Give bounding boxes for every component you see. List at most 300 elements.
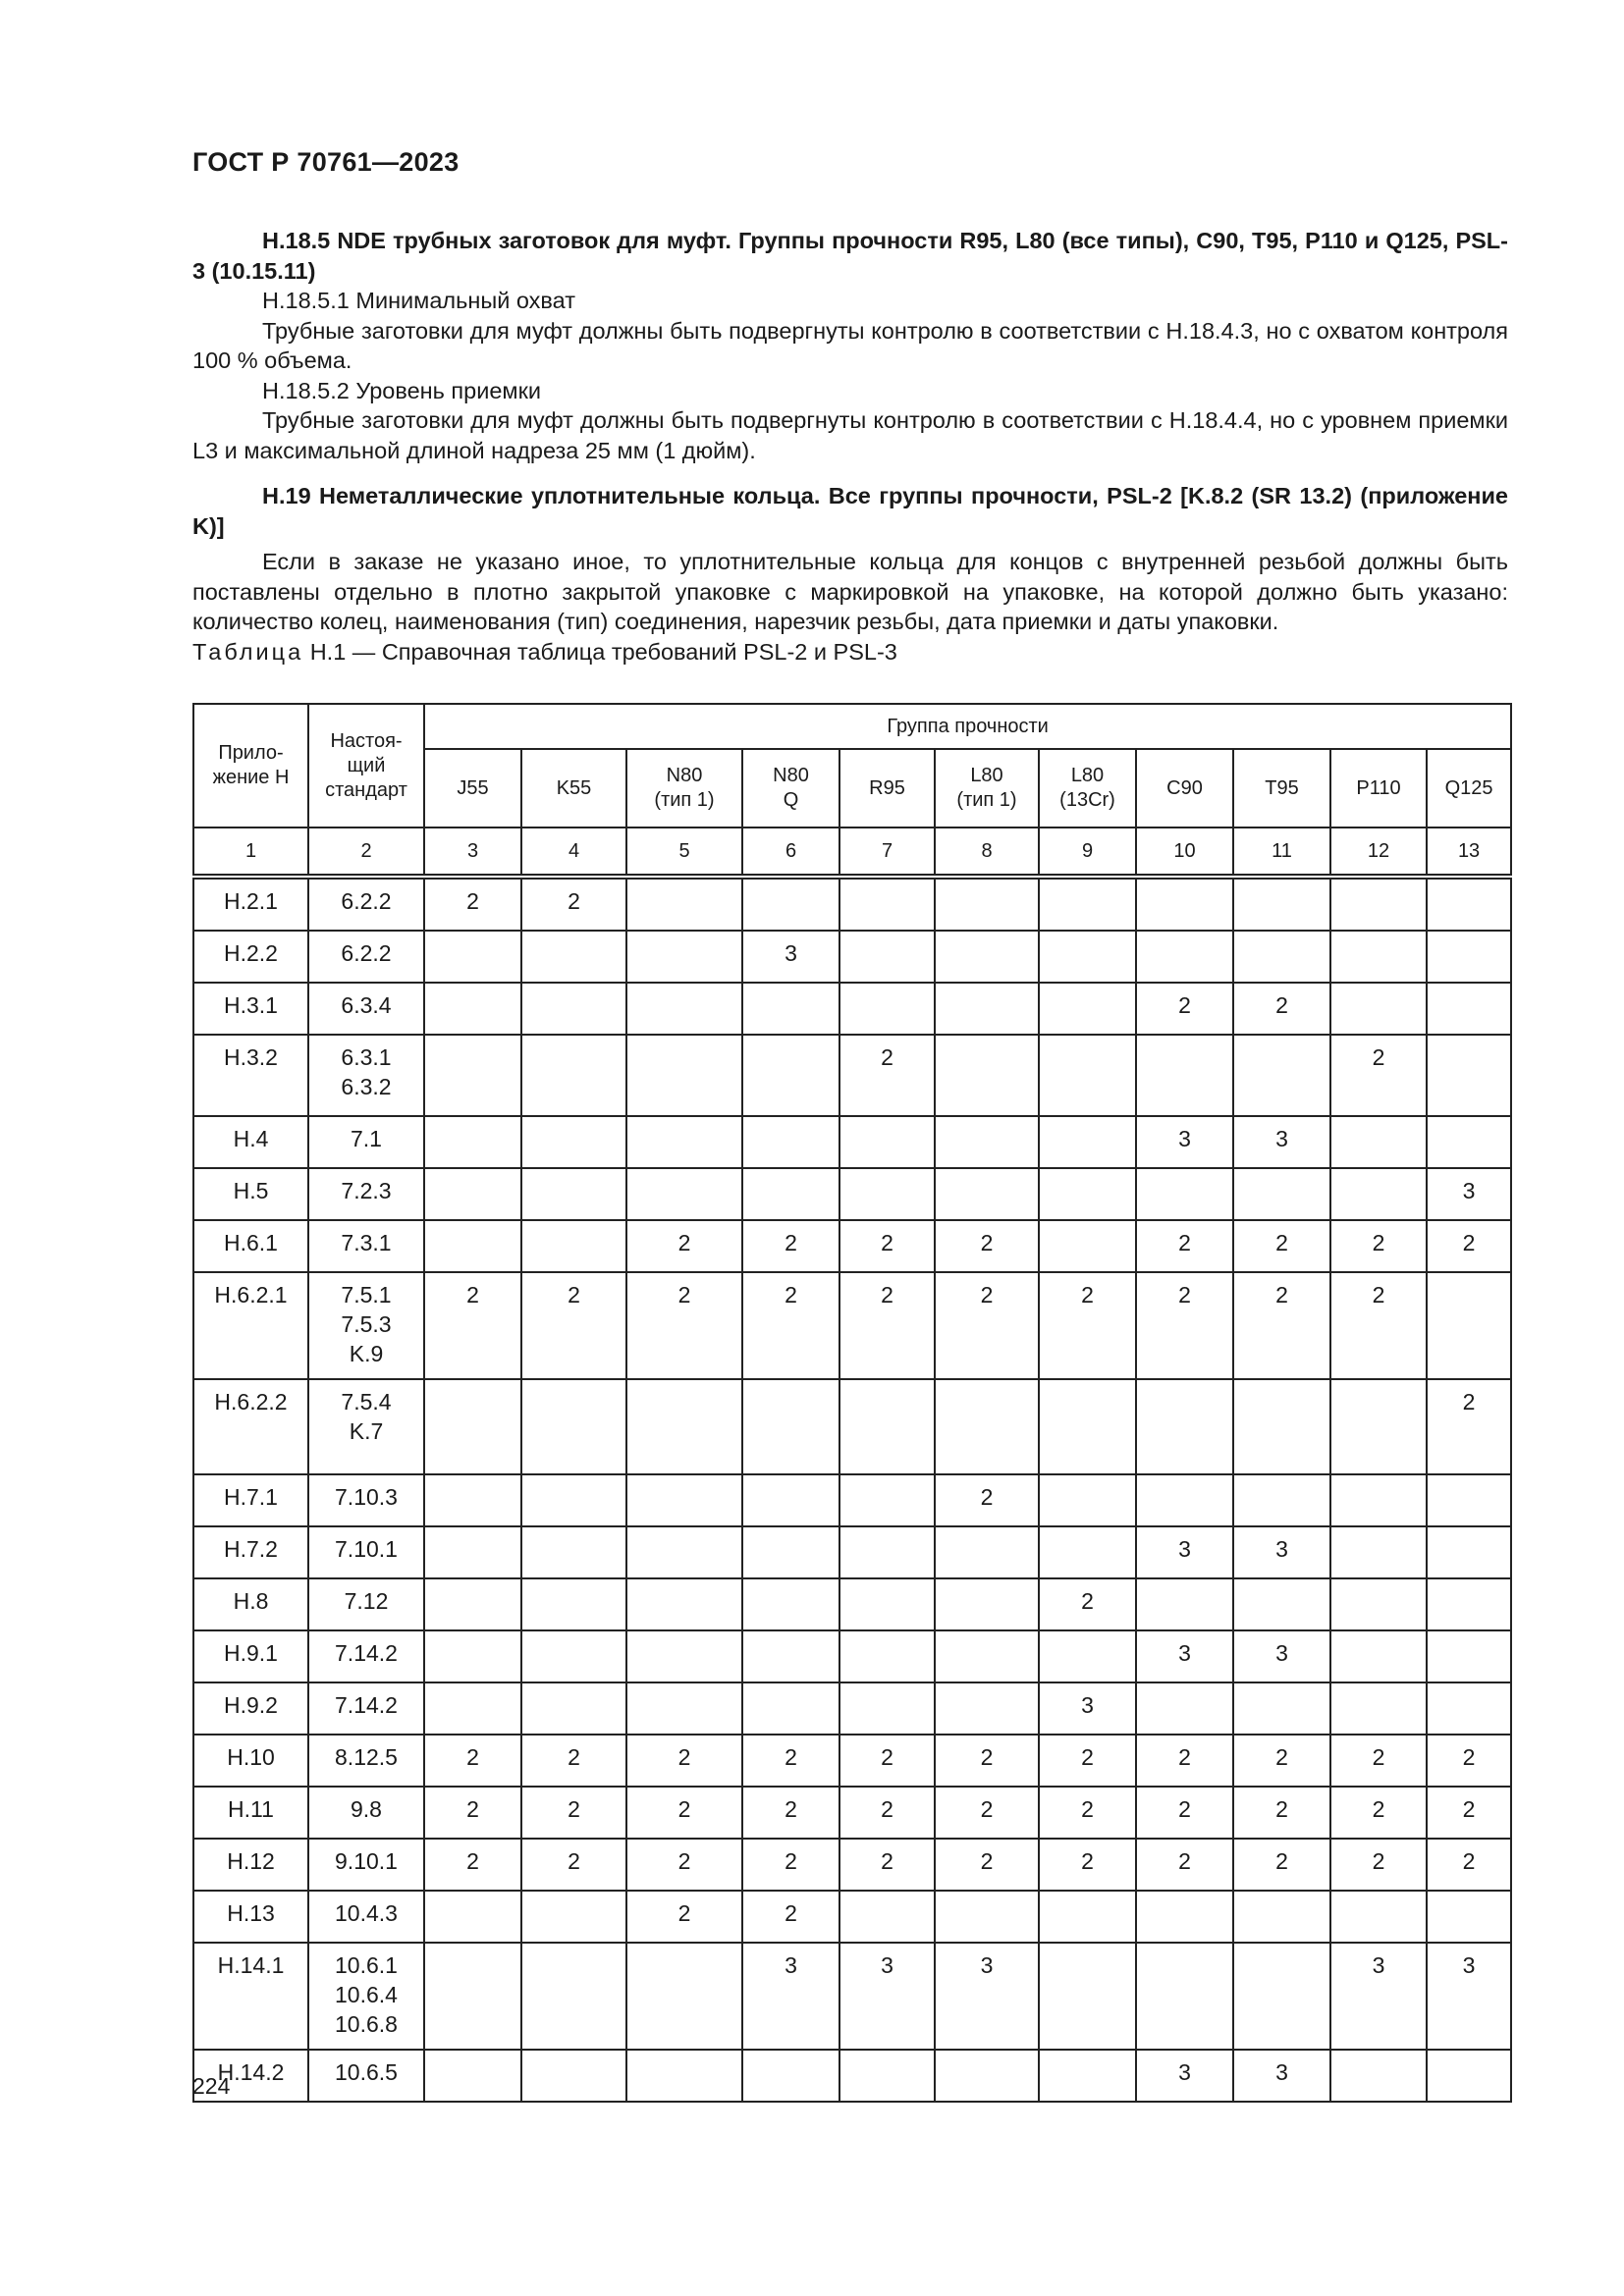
psl-level-cell: 3	[1233, 2050, 1330, 2102]
psl-level-cell	[1233, 877, 1330, 931]
psl-level-cell	[521, 1379, 626, 1474]
psl-level-cell	[1039, 1035, 1136, 1116]
psl-level-cell: 2	[742, 1891, 839, 1943]
standard-clause-cell: 7.10.1	[308, 1526, 424, 1578]
psl-level-cell: 2	[1136, 1272, 1233, 1379]
psl-level-cell: 2	[1233, 1735, 1330, 1787]
table-row	[193, 1578, 1511, 1630]
psl-level-cell	[1233, 1379, 1330, 1474]
psl-level-cell	[424, 1891, 521, 1943]
psl-level-cell	[1039, 1220, 1136, 1272]
psl-level-cell: 2	[626, 1839, 742, 1891]
psl-level-cell	[424, 1116, 521, 1168]
standard-clause-cell: 6.3.4	[308, 983, 424, 1035]
standard-clause-cell: 7.14.2	[308, 1682, 424, 1735]
psl-level-cell	[1427, 1578, 1511, 1630]
psl-level-cell: 3	[1427, 1943, 1511, 2050]
psl-level-cell: 2	[626, 1220, 742, 1272]
page-number: 224	[192, 2073, 231, 2099]
psl-level-cell: 2	[1330, 1787, 1427, 1839]
psl-level-cell: 3	[1233, 1630, 1330, 1682]
column-number: 5	[626, 828, 742, 877]
psl-level-cell	[1427, 1682, 1511, 1735]
psl-level-cell: 2	[935, 1272, 1039, 1379]
psl-level-cell	[1233, 1682, 1330, 1735]
table-row	[193, 1735, 1511, 1787]
psl-level-cell	[839, 1682, 935, 1735]
psl-level-cell: 2	[839, 1787, 935, 1839]
psl-level-cell: 2	[626, 1787, 742, 1839]
annex-clause-cell: H.2.2	[193, 931, 308, 983]
column-number: 6	[742, 828, 839, 877]
psl-level-cell	[1330, 1168, 1427, 1220]
psl-level-cell: 3	[1039, 1682, 1136, 1735]
psl-level-cell	[521, 1168, 626, 1220]
psl-level-cell: 2	[424, 1272, 521, 1379]
standard-clause-cell: 7.2.3	[308, 1168, 424, 1220]
psl-level-cell	[626, 983, 742, 1035]
psl-level-cell	[1427, 983, 1511, 1035]
psl-level-cell: 2	[1039, 1787, 1136, 1839]
column-number: 11	[1233, 828, 1330, 877]
psl-level-cell	[521, 1526, 626, 1578]
psl-level-cell	[839, 1474, 935, 1526]
psl-level-cell	[424, 1682, 521, 1735]
psl-level-cell	[1427, 1891, 1511, 1943]
psl-level-cell	[1233, 1943, 1330, 2050]
table-caption-word: Таблица	[192, 638, 304, 665]
table-row	[193, 1272, 1511, 1379]
psl-level-cell: 2	[1039, 1839, 1136, 1891]
psl-level-cell	[1427, 1116, 1511, 1168]
psl-level-cell: 3	[742, 1943, 839, 2050]
psl-level-cell: 3	[1136, 1526, 1233, 1578]
table-row	[193, 1891, 1511, 1943]
psl-level-cell	[1330, 1578, 1427, 1630]
psl-level-cell: 2	[839, 1220, 935, 1272]
psl-level-cell	[1427, 1526, 1511, 1578]
psl-level-cell	[839, 1116, 935, 1168]
psl-level-cell	[742, 1035, 839, 1116]
column-number: 4	[521, 828, 626, 877]
psl-level-cell	[742, 877, 839, 931]
standard-clause-cell: 7.5.1 7.5.3 K.9	[308, 1272, 424, 1379]
psl-level-cell: 3	[1233, 1116, 1330, 1168]
header-annex: Прило- жение H	[193, 704, 308, 828]
psl-level-cell: 3	[1136, 1116, 1233, 1168]
psl-level-cell: 2	[1427, 1379, 1511, 1474]
header-strength-group: Группа прочности	[424, 704, 1511, 749]
psl-level-cell: 2	[1330, 1839, 1427, 1891]
psl-level-cell	[1330, 877, 1427, 931]
psl-level-cell	[424, 2050, 521, 2102]
annex-clause-cell: H.12	[193, 1839, 308, 1891]
grade-header: T95	[1233, 749, 1330, 828]
column-number: 7	[839, 828, 935, 877]
psl-level-cell: 2	[1330, 1272, 1427, 1379]
psl-level-cell	[424, 931, 521, 983]
psl-level-cell	[742, 983, 839, 1035]
psl-level-cell	[742, 2050, 839, 2102]
psl-level-cell: 2	[1233, 1839, 1330, 1891]
psl-level-cell	[935, 1116, 1039, 1168]
psl-level-cell	[1427, 1272, 1511, 1379]
psl-level-cell	[839, 931, 935, 983]
psl-level-cell	[839, 1630, 935, 1682]
psl-level-cell: 2	[742, 1735, 839, 1787]
psl-level-cell	[626, 2050, 742, 2102]
grade-header: R95	[839, 749, 935, 828]
psl-level-cell	[626, 931, 742, 983]
psl-level-cell	[742, 1578, 839, 1630]
psl-level-cell: 2	[935, 1787, 1039, 1839]
annex-clause-cell: H.5	[193, 1168, 308, 1220]
psl-level-cell	[839, 2050, 935, 2102]
psl-level-cell	[521, 2050, 626, 2102]
psl-level-cell	[626, 1116, 742, 1168]
psl-level-cell	[1136, 1379, 1233, 1474]
psl-level-cell	[424, 1943, 521, 2050]
psl-level-cell: 2	[1136, 1220, 1233, 1272]
standard-clause-cell: 7.5.4 K.7	[308, 1379, 424, 1474]
psl-level-cell	[1330, 1379, 1427, 1474]
psl-level-cell	[1330, 1526, 1427, 1578]
column-number: 8	[935, 828, 1039, 877]
annex-clause-cell: H.6.1	[193, 1220, 308, 1272]
psl-level-cell: 2	[1427, 1220, 1511, 1272]
psl-level-cell	[742, 1526, 839, 1578]
psl-level-cell	[424, 1578, 521, 1630]
table-row	[193, 2050, 1511, 2102]
psl-level-cell	[626, 1578, 742, 1630]
psl-level-cell	[1039, 1943, 1136, 2050]
psl-level-cell	[935, 1526, 1039, 1578]
psl-level-cell: 2	[1136, 1787, 1233, 1839]
psl-level-cell: 2	[1039, 1735, 1136, 1787]
psl-level-cell	[626, 1943, 742, 2050]
psl-level-cell	[521, 1035, 626, 1116]
table-caption-title: H.1 — Справочная таблица требований PSL-2 и PSL-3	[309, 638, 897, 665]
psl-level-cell	[1039, 1379, 1136, 1474]
psl-level-cell: 3	[1136, 2050, 1233, 2102]
table-row	[193, 1787, 1511, 1839]
annex-clause-cell: H.10	[193, 1735, 308, 1787]
table-row	[193, 1943, 1511, 2050]
psl-level-cell	[1136, 1682, 1233, 1735]
psl-level-cell: 2	[839, 1839, 935, 1891]
psl-level-cell	[626, 1526, 742, 1578]
psl-level-cell: 3	[1136, 1630, 1233, 1682]
psl-level-cell: 2	[424, 877, 521, 931]
psl-level-cell	[1233, 1474, 1330, 1526]
psl-level-cell: 2	[1136, 1735, 1233, 1787]
psl-level-cell	[521, 1220, 626, 1272]
table-row	[193, 1839, 1511, 1891]
psl-level-cell: 2	[521, 1272, 626, 1379]
psl-level-cell	[424, 1379, 521, 1474]
psl-level-cell	[742, 1630, 839, 1682]
psl-level-cell	[839, 877, 935, 931]
table-row	[193, 1682, 1511, 1735]
header-standard: Настоя- щий стандарт	[308, 704, 424, 828]
grade-header: Q125	[1427, 749, 1511, 828]
table-row	[193, 983, 1511, 1035]
psl-level-cell	[1136, 877, 1233, 931]
annex-clause-cell: H.14.1	[193, 1943, 308, 2050]
annex-clause-cell: H.9.1	[193, 1630, 308, 1682]
psl-level-cell	[1039, 1474, 1136, 1526]
table-row	[193, 1526, 1511, 1578]
psl-level-cell	[1427, 1474, 1511, 1526]
psl-level-cell: 2	[935, 1220, 1039, 1272]
grade-header: L80 (тип 1)	[935, 749, 1039, 828]
psl-level-cell: 2	[1427, 1839, 1511, 1891]
annex-clause-cell: H.14.2	[193, 2050, 308, 2102]
requirements-table	[192, 703, 1512, 2103]
standard-clause-cell: 7.12	[308, 1578, 424, 1630]
psl-level-cell: 2	[1136, 1839, 1233, 1891]
psl-level-cell: 2	[742, 1220, 839, 1272]
psl-level-cell	[1039, 2050, 1136, 2102]
annex-clause-cell: H.7.2	[193, 1526, 308, 1578]
grade-header: N80 Q	[742, 749, 839, 828]
psl-level-cell	[521, 1630, 626, 1682]
psl-level-cell	[839, 1526, 935, 1578]
psl-level-cell: 3	[1330, 1943, 1427, 2050]
psl-level-cell: 2	[626, 1891, 742, 1943]
body-text	[192, 226, 1508, 667]
table-row	[193, 1220, 1511, 1272]
annex-clause-cell: H.9.2	[193, 1682, 308, 1735]
psl-level-cell: 3	[742, 931, 839, 983]
column-number: 2	[308, 828, 424, 877]
psl-level-cell	[935, 983, 1039, 1035]
table-row	[193, 931, 1511, 983]
annex-clause-cell: H.7.1	[193, 1474, 308, 1526]
column-number: 1	[193, 828, 308, 877]
column-number: 12	[1330, 828, 1427, 877]
section-h19-text: Если в заказе не указано иное, то уплотнительные кольца для концов с внутренней резьбой должны быть поставлены отдельно в плотно закрытой упаковке с маркировкой на упаковке, на которой должно быть указано: количество колец, наименования (тип) соединения, нарезчик резьбы, дата приемки и даты упаковки.	[192, 549, 1508, 634]
column-number: 9	[1039, 828, 1136, 877]
psl-level-cell	[1233, 1891, 1330, 1943]
psl-level-cell: 2	[935, 1839, 1039, 1891]
psl-level-cell	[1136, 1168, 1233, 1220]
psl-level-cell	[935, 1035, 1039, 1116]
psl-level-cell	[424, 1474, 521, 1526]
psl-level-cell: 2	[839, 1272, 935, 1379]
psl-level-cell: 2	[626, 1272, 742, 1379]
psl-level-cell	[839, 1891, 935, 1943]
psl-level-cell: 2	[1330, 1735, 1427, 1787]
psl-level-cell	[1330, 2050, 1427, 2102]
psl-level-cell: 2	[626, 1735, 742, 1787]
psl-level-cell	[1330, 1116, 1427, 1168]
psl-level-cell	[626, 1168, 742, 1220]
psl-level-cell	[1136, 1943, 1233, 2050]
psl-level-cell: 2	[1233, 1787, 1330, 1839]
psl-level-cell	[742, 1379, 839, 1474]
column-number: 3	[424, 828, 521, 877]
grade-header: C90	[1136, 749, 1233, 828]
column-number: 10	[1136, 828, 1233, 877]
psl-level-cell	[839, 983, 935, 1035]
table-row	[193, 877, 1511, 931]
psl-level-cell	[1039, 1116, 1136, 1168]
document-id-header: ГОСТ Р 70761—2023	[192, 147, 460, 177]
psl-level-cell	[1039, 1526, 1136, 1578]
psl-level-cell	[1039, 1168, 1136, 1220]
psl-level-cell	[935, 1891, 1039, 1943]
standard-clause-cell: 10.4.3	[308, 1891, 424, 1943]
psl-level-cell: 2	[935, 1735, 1039, 1787]
psl-level-cell: 2	[742, 1272, 839, 1379]
psl-level-cell: 2	[1330, 1220, 1427, 1272]
table-row	[193, 1379, 1511, 1474]
section-h18-5-2-title: H.18.5.2 Уровень приемки	[262, 377, 541, 403]
psl-level-cell: 2	[424, 1735, 521, 1787]
psl-level-cell	[1039, 983, 1136, 1035]
grade-header: P110	[1330, 749, 1427, 828]
table-row	[193, 1168, 1511, 1220]
psl-level-cell	[424, 1220, 521, 1272]
section-h18-5-1-title: H.18.5.1 Минимальный охват	[262, 288, 575, 313]
psl-level-cell	[935, 1379, 1039, 1474]
psl-level-cell	[935, 1630, 1039, 1682]
psl-level-cell: 3	[1233, 1526, 1330, 1578]
psl-level-cell	[1039, 1891, 1136, 1943]
psl-level-cell	[1427, 1035, 1511, 1116]
psl-level-cell	[1233, 1168, 1330, 1220]
table-caption	[192, 637, 1508, 667]
psl-level-cell	[935, 931, 1039, 983]
psl-level-cell	[1039, 931, 1136, 983]
psl-level-cell: 2	[1427, 1787, 1511, 1839]
standard-clause-cell: 6.3.1 6.3.2	[308, 1035, 424, 1116]
psl-level-cell: 2	[1427, 1735, 1511, 1787]
psl-level-cell: 2	[1233, 1272, 1330, 1379]
column-number: 13	[1427, 828, 1511, 877]
psl-level-cell	[521, 1682, 626, 1735]
psl-level-cell: 2	[1039, 1578, 1136, 1630]
psl-level-cell: 2	[742, 1839, 839, 1891]
section-h18-5-title: H.18.5 NDE трубных заготовок для муфт. Группы прочности R95, L80 (все типы), C90, T95, P110 и Q125, PSL-3 (10.15.11)	[192, 228, 1508, 284]
psl-level-cell	[742, 1116, 839, 1168]
psl-level-cell: 2	[839, 1035, 935, 1116]
psl-level-cell	[626, 1682, 742, 1735]
psl-level-cell: 3	[1427, 1168, 1511, 1220]
standard-clause-cell: 7.1	[308, 1116, 424, 1168]
psl-level-cell: 2	[742, 1787, 839, 1839]
psl-level-cell	[935, 1578, 1039, 1630]
table-row	[193, 1630, 1511, 1682]
psl-level-cell	[626, 1035, 742, 1116]
standard-clause-cell: 6.2.2	[308, 931, 424, 983]
table-row	[193, 1474, 1511, 1526]
psl-level-cell	[521, 983, 626, 1035]
section-h19-title: H.19 Неметаллические уплотнительные кольца. Все группы прочности, PSL-2 [K.8.2 (SR 13.2) (приложение K)]	[192, 483, 1508, 539]
psl-level-cell: 2	[521, 1839, 626, 1891]
table-body	[193, 877, 1511, 2102]
psl-level-cell	[424, 1526, 521, 1578]
psl-level-cell	[1136, 931, 1233, 983]
standard-clause-cell: 9.8	[308, 1787, 424, 1839]
standard-clause-cell: 6.2.2	[308, 877, 424, 931]
psl-level-cell	[935, 2050, 1039, 2102]
standard-clause-cell: 10.6.1 10.6.4 10.6.8	[308, 1943, 424, 2050]
annex-clause-cell: H.2.1	[193, 877, 308, 931]
psl-level-cell	[521, 1891, 626, 1943]
grade-header: N80 (тип 1)	[626, 749, 742, 828]
annex-clause-cell: H.3.2	[193, 1035, 308, 1116]
annex-clause-cell: H.13	[193, 1891, 308, 1943]
annex-clause-cell: H.6.2.1	[193, 1272, 308, 1379]
psl-level-cell	[1233, 931, 1330, 983]
table-row	[193, 1035, 1511, 1116]
psl-level-cell	[1136, 1578, 1233, 1630]
psl-level-cell: 2	[1330, 1035, 1427, 1116]
psl-level-cell	[1136, 1891, 1233, 1943]
psl-level-cell	[1233, 1035, 1330, 1116]
psl-level-cell	[1039, 1630, 1136, 1682]
annex-clause-cell: H.3.1	[193, 983, 308, 1035]
annex-clause-cell: H.4	[193, 1116, 308, 1168]
standard-clause-cell: 10.6.5	[308, 2050, 424, 2102]
psl-level-cell	[1136, 1474, 1233, 1526]
psl-level-cell	[1330, 1474, 1427, 1526]
psl-level-cell	[935, 877, 1039, 931]
psl-level-cell	[521, 1474, 626, 1526]
psl-level-cell: 2	[935, 1474, 1039, 1526]
psl-level-cell	[1039, 877, 1136, 931]
psl-level-cell	[521, 1943, 626, 2050]
psl-level-cell: 2	[424, 1839, 521, 1891]
psl-level-cell	[424, 983, 521, 1035]
grade-header: J55	[424, 749, 521, 828]
annex-clause-cell: H.11	[193, 1787, 308, 1839]
psl-level-cell	[1427, 931, 1511, 983]
psl-level-cell: 2	[521, 1735, 626, 1787]
grade-header: K55	[521, 749, 626, 828]
psl-level-cell	[626, 1379, 742, 1474]
psl-level-cell: 2	[1233, 983, 1330, 1035]
standard-clause-cell: 7.14.2	[308, 1630, 424, 1682]
psl-level-cell	[935, 1168, 1039, 1220]
section-h18-5-2-text: Трубные заготовки для муфт должны быть подвергнуты контролю в соответствии с H.18.4.4, но с уровнем приемки L3 и максимальной длиной надреза 25 мм (1 дюйм).	[192, 407, 1508, 463]
standard-clause-cell: 7.10.3	[308, 1474, 424, 1526]
psl-level-cell: 2	[1136, 983, 1233, 1035]
section-h18-5-1-text: Трубные заготовки для муфт должны быть подвергнуты контролю в соответствии с H.18.4.3, но с охватом контроля 100 % объема.	[192, 317, 1508, 373]
psl-level-cell	[1427, 877, 1511, 931]
psl-level-cell	[1330, 1630, 1427, 1682]
psl-level-cell	[1427, 1630, 1511, 1682]
psl-level-cell	[935, 1682, 1039, 1735]
psl-level-cell	[1233, 1578, 1330, 1630]
standard-clause-cell: 7.3.1	[308, 1220, 424, 1272]
psl-level-cell	[839, 1168, 935, 1220]
psl-level-cell: 2	[521, 1787, 626, 1839]
psl-level-cell: 3	[935, 1943, 1039, 2050]
psl-level-cell	[1427, 2050, 1511, 2102]
psl-level-cell	[742, 1682, 839, 1735]
psl-level-cell: 3	[839, 1943, 935, 2050]
standard-clause-cell: 9.10.1	[308, 1839, 424, 1891]
psl-level-cell	[1330, 1891, 1427, 1943]
table-header-row	[193, 704, 1511, 749]
table-row	[193, 1116, 1511, 1168]
psl-level-cell: 2	[424, 1787, 521, 1839]
psl-level-cell	[1330, 983, 1427, 1035]
psl-level-cell	[1136, 1035, 1233, 1116]
